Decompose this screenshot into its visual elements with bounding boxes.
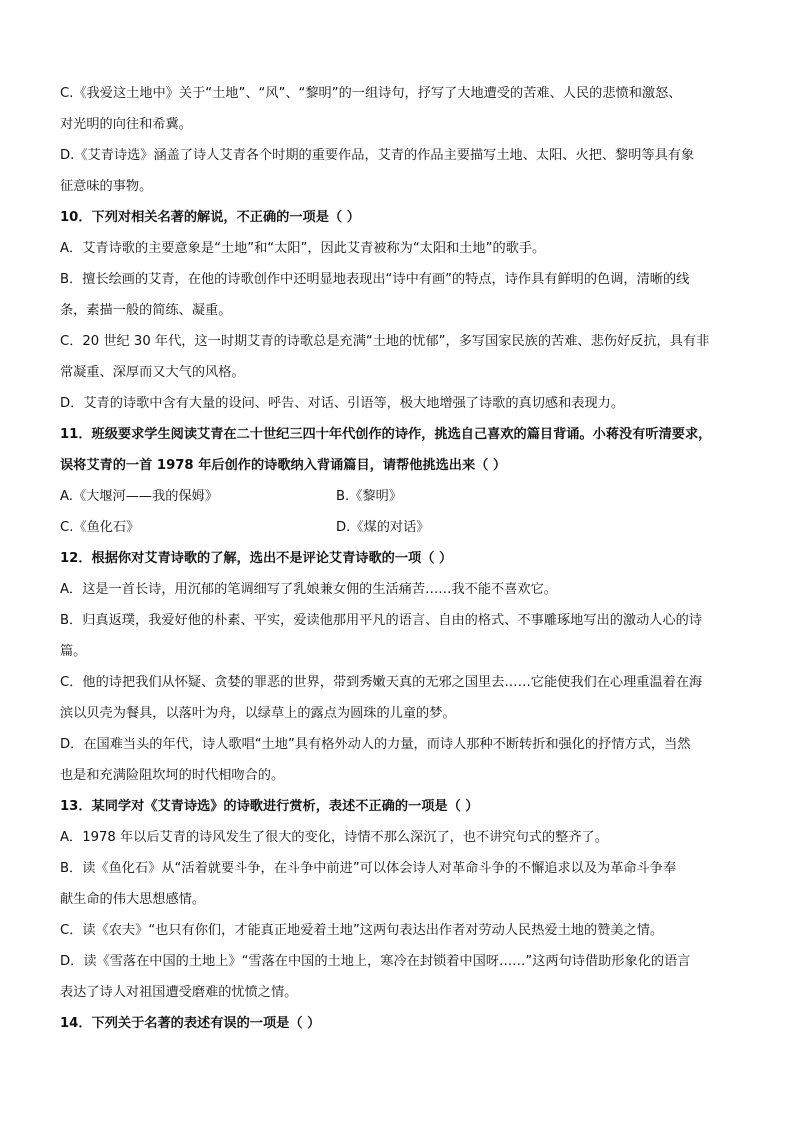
question-block-2	[60, 543, 750, 1039]
exam-page	[60, 78, 750, 1039]
option-line: B．归真返璞，我爱好他的朴素、平实，爱读他那用平凡的语言、自由的格式、不事雕琢地写出的激动人心的诗	[60, 613, 703, 628]
option-line: 条，素描一般的简练、凝重。	[60, 303, 232, 318]
option-line: C．20 世纪 30 年代，这一时期艾青的诗歌总是充满“土地的忧郁”，多写国家民族的苦难、悲伤好反抗，具有非	[60, 334, 710, 349]
question-stem-line: 12．根据你对艾青诗歌的了解，选出不是评论艾青诗歌的一项（ ）	[60, 551, 453, 566]
option-item: A.《大堰河——我的保姆》	[60, 489, 219, 504]
option-line: 滨以贝壳为餐具，以落叶为舟，以绿草上的露点为圆珠的儿童的梦。	[60, 706, 456, 721]
question-stem-line: 13．某同学对《艾青诗选》的诗歌进行赏析，表述不正确的一项是（ ）	[60, 799, 479, 814]
option-line: A．1978 年以后艾青的诗风发生了很大的变化，诗情不那么深沉了，也不讲究句式的整齐了。	[60, 830, 608, 845]
option-line: D.《艾青诗选》涵盖了诗人艾青各个时期的重要作品，艾青的作品主要描写土地、太阳、火把、黎明等具有象	[60, 148, 695, 163]
option-row	[60, 512, 750, 543]
option-line: D．在国难当头的年代，诗人歌唱“土地”具有格外动人的力量，而诗人那种不断转折和强化的抒情方式，当然	[60, 737, 691, 752]
question-stem-line: 11．班级要求学生阅读艾青在二十世纪三四十年代创作的诗作，挑选自己喜欢的篇目背诵。小蒋没有听清要求，	[60, 427, 712, 442]
option-line: 献生命的伟大思想感情。	[60, 892, 206, 907]
option-line: 对光明的向往和希冀。	[60, 117, 192, 132]
q11-options	[60, 481, 750, 543]
option-item: D.《煤的对话》	[336, 520, 430, 535]
option-line: C．读《农夫》“也只有你们，才能真正地爱着土地”这两句表达出作者对劳动人民热爱土地的赞美之情。	[60, 923, 664, 938]
option-line: B．擅长绘画的艾青，在他的诗歌创作中还明显地表现出“诗中有画”的特点，诗作具有鲜明的色调，清晰的线	[60, 272, 690, 287]
question-stem-line: 10．下列对相关名著的解说，不正确的一项是（ ）	[60, 210, 360, 225]
option-line: 征意味的事物。	[60, 179, 153, 194]
option-line: A．这是一首长诗，用沉郁的笔调细写了乳娘兼女佣的生活痛苦……我不能不喜欢它。	[60, 582, 557, 597]
question-block-1	[60, 78, 750, 481]
option-item: C.《鱼化石》	[60, 520, 140, 535]
option-line: 表达了诗人对祖国遭受磨难的忧愤之情。	[60, 985, 298, 1000]
option-item: B.《黎明》	[336, 489, 402, 504]
option-line: 也是和充满险阻坎坷的时代相吻合的。	[60, 768, 285, 783]
option-line: B．读《鱼化石》从“活着就要斗争，在斗争中前进”可以体会诗人对革命斗争的不懈追求以及为革命斗争奉	[60, 861, 677, 876]
option-line: C.《我爱这土地中》关于“土地”、“风”、“黎明”的一组诗句，抒写了大地遭受的苦难、人民的悲愤和激怒、	[60, 86, 682, 101]
option-line: 篇。	[60, 644, 87, 659]
question-stem-line: 误将艾青的一首 1978 年后创作的诗歌纳入背诵篇目，请帮他挑选出来（ ）	[60, 458, 507, 473]
option-line: A．艾青诗歌的主要意象是“土地”和“太阳”，因此艾青被称为“太阳和土地”的歌手。	[60, 241, 546, 256]
option-line: C．他的诗把我们从怀疑、贪婪的罪恶的世界，带到秀嫩天真的无邪之国里去……它能使我们在心理重温着在海	[60, 675, 703, 690]
option-row	[60, 481, 750, 512]
option-line: D．艾青的诗歌中含有大量的设问、呼告、对话、引语等，极大地增强了诗歌的真切感和表现力。	[60, 396, 625, 411]
option-line: 常凝重、深厚而又大气的风格。	[60, 365, 245, 380]
question-stem-line: 14．下列关于名著的表述有误的一项是（ ）	[60, 1016, 321, 1031]
option-line: D．读《雪落在中国的土地上》“雪落在中国的土地上，寒冷在封锁着中国呀……”这两句诗借助形象化的语言	[60, 954, 691, 969]
